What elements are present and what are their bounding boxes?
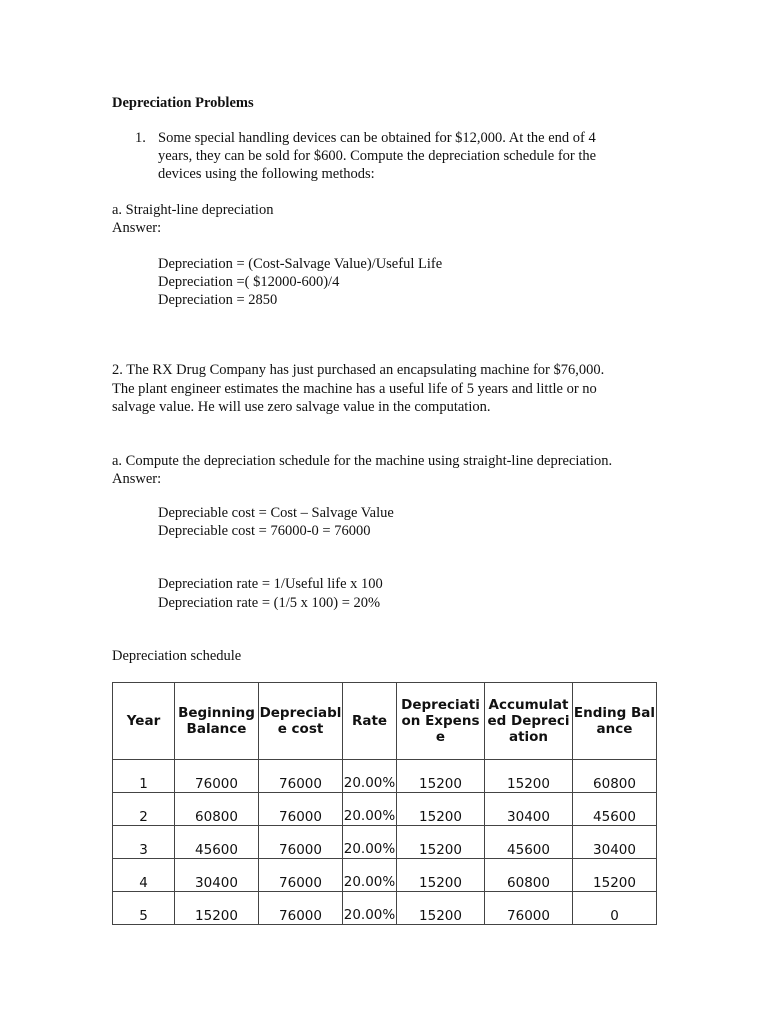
table-row [113,826,657,859]
depreciable-cost-line: Depreciable cost = Cost – Salvage Value [158,505,394,521]
problem1-text-line: Some special handling devices can be obtained for $12,000. At the end of 4 [158,130,596,146]
cell-rate: 20.00% [343,760,397,793]
cell-depreciation-expense: 15200 [397,859,485,892]
cell-ending-balance: 30400 [573,826,657,859]
cell-depreciation-expense: 15200 [397,826,485,859]
schedule-label: Depreciation schedule [112,648,242,664]
page-title: Depreciation Problems [112,95,254,111]
problem1-text-line: years, they can be sold for $600. Compute the depreciation schedule for the [158,148,597,164]
cell-beginning-balance: 30400 [175,859,259,892]
cell-ending-balance: 15200 [573,859,657,892]
cell-accumulated-depreciation: 76000 [485,892,573,925]
problem1-number: 1. [135,130,146,146]
depreciation-schedule-table [112,682,657,925]
problem1-answer-label: Answer: [112,220,162,236]
cell-depreciable-cost: 76000 [259,892,343,925]
problem1-formula-line: Depreciation = (Cost-Salvage Value)/Useful Life [158,256,443,272]
cell-accumulated-depreciation: 60800 [485,859,573,892]
cell-beginning-balance: 76000 [175,760,259,793]
cell-depreciation-expense: 15200 [397,760,485,793]
problem2-text-line: The plant engineer estimates the machine has a useful life of 5 years and little or no [112,381,597,397]
header-beginning-balance: Beginning Balance [175,683,259,760]
cell-ending-balance: 0 [573,892,657,925]
cell-depreciable-cost: 76000 [259,826,343,859]
cell-rate: 20.00% [343,892,397,925]
depreciation-rate-line: Depreciation rate = 1/Useful life x 100 [158,576,383,592]
header-depreciable-cost: Depreciable cost [259,683,343,760]
cell-depreciation-expense: 15200 [397,793,485,826]
cell-depreciation-expense: 15200 [397,892,485,925]
problem2-text-line: salvage value. He will use zero salvage value in the computation. [112,399,491,415]
problem2-part-a: a. Compute the depreciation schedule for the machine using straight-line depreciation. [112,453,613,469]
problem1-part-a: a. Straight-line depreciation [112,202,274,218]
cell-accumulated-depreciation: 45600 [485,826,573,859]
header-year: Year [113,683,175,760]
cell-beginning-balance: 60800 [175,793,259,826]
table-header-row [113,683,657,760]
cell-accumulated-depreciation: 15200 [485,760,573,793]
header-rate: Rate [343,683,397,760]
problem1-text-line: devices using the following methods: [158,166,375,182]
table-row [113,859,657,892]
cell-accumulated-depreciation: 30400 [485,793,573,826]
cell-year: 4 [113,859,175,892]
header-ending-balance: Ending Balance [573,683,657,760]
cell-year: 3 [113,826,175,859]
cell-rate: 20.00% [343,859,397,892]
cell-year: 1 [113,760,175,793]
table-row [113,760,657,793]
header-depreciation-expense: Depreciation Expense [397,683,485,760]
cell-rate: 20.00% [343,793,397,826]
cell-year: 5 [113,892,175,925]
cell-beginning-balance: 45600 [175,826,259,859]
problem2-text-line: 2. The RX Drug Company has just purchased an encapsulating machine for $76,000. [112,362,605,378]
problem1-formula-line: Depreciation = 2850 [158,292,278,308]
cell-depreciable-cost: 76000 [259,793,343,826]
cell-rate: 20.00% [343,826,397,859]
header-accumulated-depreciation: Accumulated Depreciation [485,683,573,760]
cell-depreciable-cost: 76000 [259,859,343,892]
cell-depreciable-cost: 76000 [259,760,343,793]
cell-year: 2 [113,793,175,826]
problem1-formula-line: Depreciation =( $12000-600)/4 [158,274,340,290]
cell-beginning-balance: 15200 [175,892,259,925]
cell-ending-balance: 45600 [573,793,657,826]
cell-ending-balance: 60800 [573,760,657,793]
depreciable-cost-line: Depreciable cost = 76000-0 = 76000 [158,523,371,539]
problem2-answer-label: Answer: [112,471,162,487]
table-row [113,892,657,925]
table-row [113,793,657,826]
depreciation-rate-line: Depreciation rate = (1/5 x 100) = 20% [158,595,381,611]
